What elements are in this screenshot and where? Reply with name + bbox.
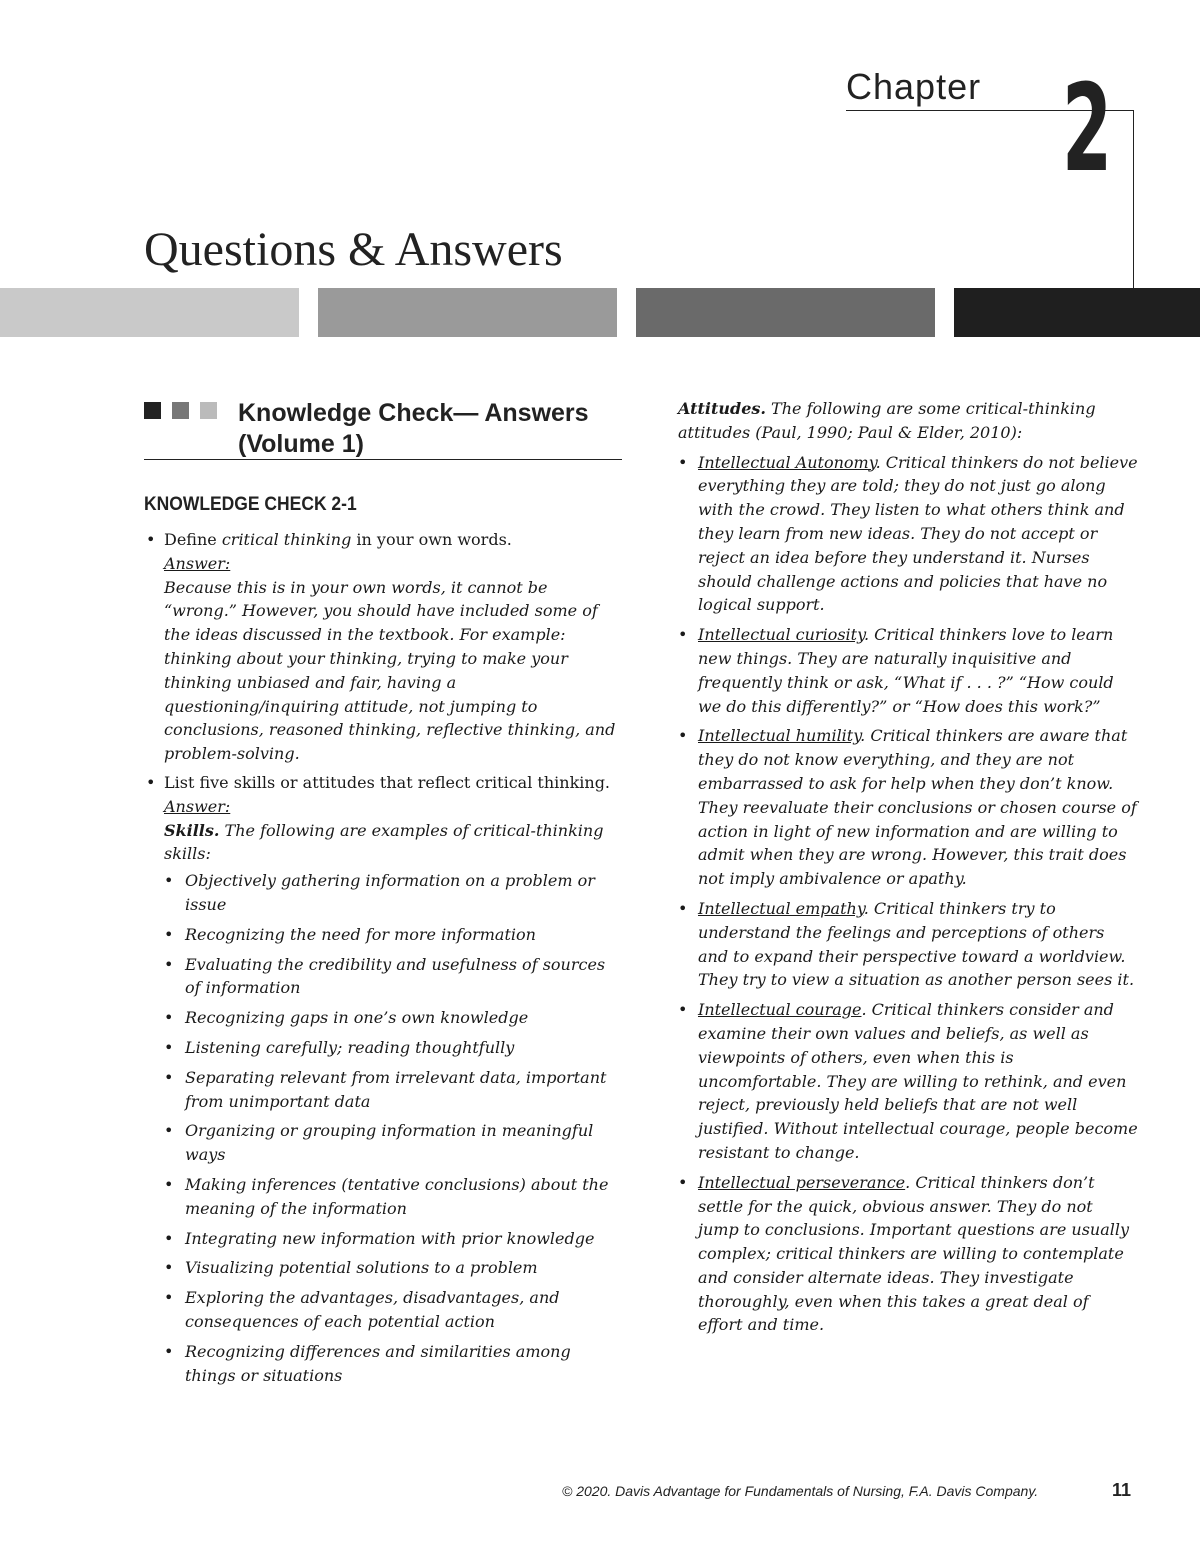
bullet-icon: • [678, 452, 688, 472]
header-band-light [0, 288, 299, 337]
q2-prompt: List five skills or attitudes that reflect critical thinking. [164, 772, 611, 792]
square-bullet-icon [144, 402, 161, 419]
skill-item: • Listening carefully; reading thoughtfully [164, 1036, 620, 1060]
skill-item: • Making inferences (tentative conclusions) about the meaning of the information [164, 1174, 609, 1218]
section-divider [144, 459, 622, 460]
attitudes-list [678, 451, 1138, 1338]
bullet-icon: • [678, 1000, 688, 1020]
attitude-term: Intellectual perseverance [698, 1172, 906, 1192]
attitude-item: • Intellectual Autonomy. Critical thinkers do not believe everything they are told; they do not just go along with the crowd. They listen to what others think and they learn from new ideas. They do not accept or reject an idea before they understand it. Nurses should challenge actions and policies that have no logical support. [678, 452, 1138, 615]
copyright-footer: © 2020. Davis Advantage for Fundamentals of Nursing, F.A. Davis Company. [562, 1483, 1039, 1499]
chapter-number: 2 [1062, 60, 1113, 199]
right-column [678, 397, 1138, 1343]
question-1 [144, 528, 620, 766]
bullet-icon: • [164, 1121, 174, 1141]
skill-item: • Exploring the advantages, disadvantages, and consequences of each potential action [164, 1288, 560, 1331]
header-band-black [954, 288, 1200, 337]
q1-prompt-pre: Define [164, 530, 222, 549]
q1-prompt-em: critical thinking [221, 530, 352, 549]
q1-answer-label: Answer: [164, 553, 231, 573]
attitude-term: Intellectual curiosity [698, 625, 864, 645]
skills-list [164, 869, 620, 1387]
bullet-icon: • [678, 1172, 688, 1192]
skill-item: • Evaluating the credibility and usefulness of sources of information [164, 954, 606, 998]
left-column [144, 528, 620, 1393]
section-heading [144, 398, 622, 460]
attitudes-label: Attitudes. [678, 399, 766, 418]
attitudes-intro [678, 397, 1138, 445]
bullet-icon: • [146, 530, 156, 549]
attitude-term: Intellectual humility [698, 726, 861, 746]
skill-item: • Integrating new information with prior knowledge [164, 1227, 620, 1251]
chapter-rule-side [1133, 110, 1134, 288]
chapter-label: Chapter [846, 66, 982, 107]
bullet-icon: • [678, 726, 688, 746]
attitude-item: • Intellectual perseverance. Critical thinkers don’t settle for the quick, obvious answer. They do not jump to conclusions. Important questions are usually complex; critical thinkers are willing to contemplate and consider alternate ideas. They investigate thoroughly, even when this takes a great deal of effort and time. [678, 1172, 1130, 1335]
section-title: Knowledge Check— Answers (Volume 1) [238, 399, 589, 458]
attitude-item: • Intellectual humility. Critical thinkers are aware that they do not know everything, and they are not embarrassed to ask for help when they don’t know. They reevaluate their conclusions or chosen course of action in light of new information and are willing to admit when they are wrong. However, this trait does not imply ambivalence or apathy. [678, 726, 1137, 889]
bullet-icon: • [164, 1341, 174, 1361]
question-2 [144, 771, 620, 1387]
bullet-icon: • [164, 871, 174, 891]
bullet-icon: • [164, 954, 174, 974]
attitude-item: • Intellectual courage. Critical thinkers consider and examine their own values and beliefs, as well as viewpoints of others, even when this is uncomfortable. They are willing to rethink, and even reject, previously held beliefs that are not well justified. Without intellectual courage, people become resistant to change. [678, 1000, 1138, 1162]
q1-answer: Because this is in your own words, it cannot be “wrong.” However, you should have included some of the ideas discussed in the textbook. For example: thinking about your thinking, trying to make your thinking unbiased and fair, having a questioning/inquiring attitude, not jumping to conclusions, reasoned thinking, reflective thinking, and problem-solving. [164, 577, 616, 764]
bullet-icon: • [164, 1174, 174, 1194]
square-bullet-icon [200, 402, 217, 419]
bullet-icon: • [164, 1228, 174, 1248]
bullet-icon: • [164, 1037, 174, 1057]
bullet-icon: • [164, 1258, 174, 1278]
skill-item: • Organizing or grouping information in meaningful ways [164, 1121, 594, 1165]
header-band-dark [636, 288, 935, 337]
bullet-icon: • [164, 1288, 174, 1308]
skills-label: Skills. [164, 820, 220, 840]
attitude-term: Intellectual courage [698, 1000, 862, 1020]
skill-item: • Recognizing the need for more information [164, 923, 620, 947]
attitude-term: Intellectual Autonomy [698, 452, 876, 472]
page-number: 11 [1112, 1480, 1132, 1500]
attitude-item: • Intellectual empathy. Critical thinkers try to understand the feelings and perceptions of others and to expand their perspective toward a worldview. They try to view a situation as another person sees it. [678, 898, 1135, 990]
skill-item: • Objectively gathering information on a problem or issue [164, 871, 595, 914]
bullet-icon: • [678, 898, 688, 918]
bullet-icon: • [164, 1008, 174, 1028]
square-bullet-icon [172, 402, 189, 419]
skill-item: • Recognizing gaps in one’s own knowledge [164, 1006, 620, 1030]
attitudes-intro-text: The following are some critical-thinking attitudes (Paul, 1990; Paul & Elder, 2010): [678, 399, 1096, 442]
page-title: Questions & Answers [144, 223, 563, 276]
skills-intro: The following are examples of critical-thinking skills: [164, 820, 604, 864]
bullet-icon: • [678, 625, 688, 645]
attitude-term: Intellectual empathy [698, 898, 864, 918]
header-band-medium [318, 288, 617, 337]
q2-answer-label: Answer: [164, 796, 231, 816]
skill-item: • Separating relevant from irrelevant data, important from unimportant data [164, 1067, 607, 1111]
knowledge-check-heading: KNOWLEDGE CHECK 2-1 [144, 494, 357, 515]
bullet-icon: • [164, 924, 174, 944]
skill-item: • Recognizing differences and similarities among things or situations [164, 1341, 571, 1385]
skill-item: • Visualizing potential solutions to a problem [164, 1256, 620, 1280]
attitude-item: • Intellectual curiosity. Critical thinkers love to learn new things. They are naturally inquisitive and frequently think or ask, “What if . . . ?” “How could we do this differently?” or “How does this work?” [678, 625, 1114, 716]
q1-prompt-post: in your own words. [351, 530, 512, 549]
bullet-icon: • [164, 1067, 174, 1087]
bullet-icon: • [146, 772, 156, 792]
